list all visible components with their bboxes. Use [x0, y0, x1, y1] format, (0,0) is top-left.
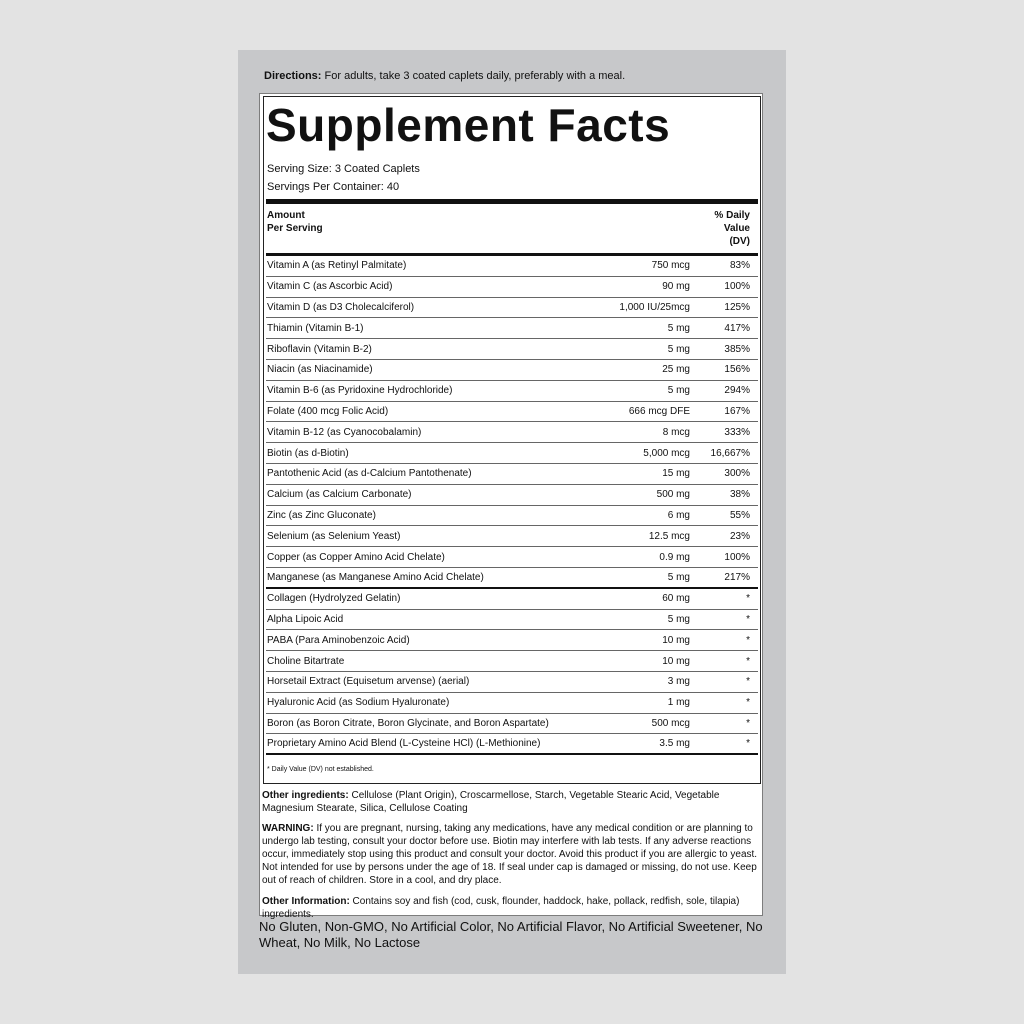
nutrient-name: Choline Bitartrate: [267, 655, 345, 667]
directions-body: For adults, take 3 coated caplets daily, preferably with a meal.: [321, 70, 626, 82]
nutrient-name: Proprietary Amino Acid Blend (L-Cysteine HCl) (L-Methionine): [267, 738, 541, 750]
nutrient-name: Riboflavin (Vitamin B-2): [267, 343, 372, 355]
nutrient-name: Manganese (as Manganese Amino Acid Chelate): [267, 571, 484, 583]
nutrient-daily-value: *: [746, 613, 750, 625]
nutrient-daily-value: 100%: [724, 281, 750, 293]
table-row: [266, 318, 758, 339]
nutrient-amount: 750 mcg: [651, 260, 690, 272]
nutrient-daily-value: *: [746, 717, 750, 729]
nutrient-daily-value: 100%: [724, 551, 750, 563]
nutrient-amount: 8 mcg: [662, 426, 690, 438]
nutrient-daily-value: 156%: [724, 364, 750, 376]
nutrient-daily-value: 300%: [724, 468, 750, 480]
nutrient-daily-value: 83%: [729, 260, 750, 272]
nutrient-name: Copper (as Copper Amino Acid Chelate): [267, 551, 445, 563]
nutrient-amount: 3 mg: [667, 676, 690, 688]
nutrient-amount: 666 mcg DFE: [628, 405, 690, 417]
nutrient-amount: 15 mg: [662, 468, 690, 480]
nutrient-amount: 12.5 mcg: [648, 530, 690, 542]
table-row: [266, 630, 758, 651]
nutrient-name: Zinc (as Zinc Gluconate): [267, 509, 376, 521]
nutrient-name: Selenium (as Selenium Yeast): [267, 530, 401, 542]
table-row: [266, 360, 758, 381]
nutrient-amount: 5 mg: [667, 343, 690, 355]
directions-label: Directions:: [264, 70, 322, 82]
directions-text: [264, 69, 764, 83]
nutrient-name: Calcium (as Calcium Carbonate): [267, 489, 412, 501]
nutrient-daily-value: 38%: [729, 489, 750, 501]
table-row: [266, 589, 758, 610]
nutrient-daily-value: 125%: [724, 301, 750, 313]
nutrient-daily-value: *: [746, 634, 750, 646]
nutrient-name: Thiamin (Vitamin B-1): [267, 322, 364, 334]
nutrient-daily-value: *: [746, 655, 750, 667]
other-ingredients-text: Cellulose (Plant Origin), Croscarmellose, Starch, Vegetable Stearic Acid, Vegetable Magnesium Stearate, Silica, Cellulose Coating: [262, 790, 720, 814]
nutrient-daily-value: *: [746, 676, 750, 688]
nutrient-amount: 5 mg: [667, 322, 690, 334]
nutrient-name: PABA (Para Aminobenzoic Acid): [267, 634, 410, 646]
nutrient-amount: 10 mg: [662, 634, 690, 646]
nutrient-amount: 1 mg: [667, 697, 690, 709]
other-information-text: Contains soy and fish (cod, cusk, flounder, haddock, hake, pollack, redfish, sole, tilapia) ingredients.: [262, 896, 740, 920]
nutrient-amount: 500 mg: [656, 489, 690, 501]
table-row: [266, 381, 758, 402]
serving-size: Serving Size: 3 Coated Caplets: [267, 163, 420, 175]
nutrient-name: Boron (as Boron Citrate, Boron Glycinate, and Boron Aspartate): [267, 717, 549, 729]
table-row: [266, 298, 758, 319]
nutrient-daily-value: *: [746, 738, 750, 750]
nutrient-name: Vitamin C (as Ascorbic Acid): [267, 281, 393, 293]
free-from-claims: No Gluten, Non-GMO, No Artificial Color, No Artificial Flavor, No Artificial Sweetener, No Wheat, No Milk, No Lactose: [259, 919, 763, 950]
servings-per-container: Servings Per Container: 40: [267, 181, 400, 193]
table-row: [266, 485, 758, 506]
other-ingredients: [262, 789, 762, 815]
nutrient-amount: 5 mg: [667, 385, 690, 397]
nutrient-name: Vitamin A (as Retinyl Palmitate): [267, 260, 407, 272]
table-row: [266, 506, 758, 527]
table-row: [266, 526, 758, 547]
nutrient-name: Vitamin D (as D3 Cholecalciferol): [267, 301, 415, 313]
nutrient-name: Vitamin B-12 (as Cyanocobalamin): [267, 426, 422, 438]
table-row: [266, 277, 758, 298]
nutrient-name: Niacin (as Niacinamide): [267, 364, 373, 376]
divider-thick: [266, 199, 758, 204]
nutrient-amount: 5 mg: [667, 613, 690, 625]
nutrient-amount: 90 mg: [662, 281, 690, 293]
other-information: [262, 895, 762, 921]
nutrient-name: Alpha Lipoic Acid: [267, 613, 344, 625]
table-row: [266, 422, 758, 443]
nutrient-daily-value: 417%: [724, 322, 750, 334]
nutrient-amount: 60 mg: [662, 593, 690, 605]
nutrient-name: Vitamin B-6 (as Pyridoxine Hydrochloride): [267, 385, 453, 397]
nutrient-name: Pantothenic Acid (as d-Calcium Pantothenate): [267, 468, 472, 480]
table-row: [266, 714, 758, 735]
daily-value-header: % Daily Value (DV): [714, 210, 750, 247]
nutrient-daily-value: 294%: [724, 385, 750, 397]
supplement-facts-title: Supplement Facts: [266, 99, 671, 151]
nutrient-daily-value: 55%: [729, 509, 750, 521]
nutrient-amount: 25 mg: [662, 364, 690, 376]
nutrient-daily-value: 167%: [724, 405, 750, 417]
nutrient-daily-value: 23%: [729, 530, 750, 542]
warning-text: If you are pregnant, nursing, taking any medications, have any medical condition or are planning to undergo lab testing, consult your doctor before use. Biotin may interfere with lab tests. If any adverse reactions occur, immediately stop using this product and consult your doctor. Avoid this product if you are allergic to yeast. Not intended for use by persons under the age of 18. If seal under cap is damaged or missing, do not use. Keep out of reach of children. Store in a cool, and dry place.: [262, 823, 758, 886]
nutrient-amount: 1,000 IU/25mcg: [619, 301, 690, 313]
table-row: [266, 547, 758, 568]
other-information-label: Other Information:: [262, 896, 350, 907]
warning: [262, 822, 762, 887]
table-row: [266, 568, 758, 589]
nutrient-name: Biotin (as d-Biotin): [267, 447, 349, 459]
table-row: [266, 443, 758, 464]
nutrient-amount: 6 mg: [667, 509, 690, 521]
nutrient-name: Collagen (Hydrolyzed Gelatin): [267, 593, 401, 605]
nutrient-name: Hyaluronic Acid (as Sodium Hyaluronate): [267, 697, 450, 709]
warning-label: WARNING:: [262, 823, 314, 834]
table-row: [266, 610, 758, 631]
table-row: [266, 672, 758, 693]
amount-per-serving-header: Amount Per Serving: [267, 210, 323, 234]
nutrient-daily-value: 385%: [724, 343, 750, 355]
nutrient-daily-value: 217%: [724, 571, 750, 583]
other-ingredients-label: Other ingredients:: [262, 790, 349, 801]
nutrient-amount: 10 mg: [662, 655, 690, 667]
table-row: [266, 256, 758, 277]
table-row: [266, 402, 758, 423]
nutrient-name: Folate (400 mcg Folic Acid): [267, 405, 389, 417]
nutrient-amount: 3.5 mg: [659, 738, 690, 750]
dv-footnote: * Daily Value (DV) not established.: [267, 766, 374, 773]
nutrient-daily-value: *: [746, 697, 750, 709]
nutrient-name: Horsetail Extract (Equisetum arvense) (aerial): [267, 676, 470, 688]
nutrient-amount: 5,000 mcg: [643, 447, 690, 459]
table-row: [266, 734, 758, 755]
nutrient-daily-value: *: [746, 593, 750, 605]
table-row: [266, 339, 758, 360]
table-row: [266, 651, 758, 672]
nutrient-daily-value: 333%: [724, 426, 750, 438]
table-row: [266, 464, 758, 485]
nutrient-amount: 500 mcg: [651, 717, 690, 729]
nutrient-amount: 0.9 mg: [659, 551, 690, 563]
table-row: [266, 693, 758, 714]
nutrient-daily-value: 16,667%: [710, 447, 750, 459]
nutrient-amount: 5 mg: [667, 571, 690, 583]
nutrient-table: [266, 256, 758, 755]
